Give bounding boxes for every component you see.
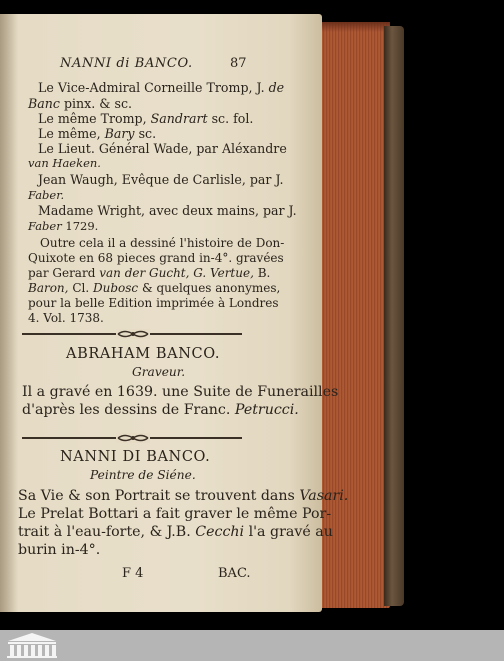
signature-mark: F 4 <box>122 566 144 581</box>
fleuron-ornament-icon <box>116 329 150 339</box>
paragraph-line: Quixote en 68 pieces grand in-4°. gravées <box>28 251 284 265</box>
entry-line: Le même, Bary sc. <box>38 126 157 141</box>
gutter-shadow <box>0 14 18 612</box>
library-building-logo-icon <box>6 632 58 659</box>
body-line: Sa Vie & son Portrait se trouvent dans Vasari. <box>18 488 349 504</box>
page-number: 87 <box>230 56 247 71</box>
running-title: NANNI di BANCO. <box>60 56 193 71</box>
fleuron-ornament-icon <box>116 433 150 443</box>
entry-line: van Haeken. <box>28 156 101 170</box>
entry-line: Jean Waugh, Evêque de Carlisle, par J. <box>38 172 284 187</box>
paragraph-line: Baron, Cl. Dubosc & quelques anonymes, <box>28 281 281 295</box>
entry-line: Banc pinx. & sc. <box>28 96 132 111</box>
body-line: Il a gravé en 1639. une Suite de Funerailles <box>22 384 339 400</box>
entry-line: Madame Wright, avec deux mains, par J. <box>38 203 297 218</box>
section-subheading: Graveur. <box>132 365 186 379</box>
entry-line: Faber. <box>28 188 65 202</box>
paragraph-line: Outre cela il a dessiné l'histoire de Don- <box>40 236 285 250</box>
catchword: BAC. <box>218 566 251 581</box>
book-edge-shadow <box>318 22 390 32</box>
paragraph-line: par Gerard van der Gucht, G. Vertue, B. <box>28 266 271 280</box>
book-cover-edge <box>384 26 404 606</box>
section-heading: ABRAHAM BANCO. <box>66 346 221 362</box>
body-line: trait à l'eau-forte, & J.B. Cecchi l'a gravé au <box>18 524 333 540</box>
entry-line: Faber 1729. <box>28 219 99 233</box>
entry-line: Le Lieut. Général Wade, par Aléxandre <box>38 141 287 156</box>
paragraph-line: pour la belle Edition imprimée à Londres <box>28 296 279 310</box>
section-subheading: Peintre de Siéne. <box>90 468 196 482</box>
entry-line: Le même Tromp, Sandrart sc. fol. <box>38 111 254 126</box>
paragraph-line: 4. Vol. 1738. <box>28 311 104 325</box>
viewer-footer-bar <box>0 630 504 661</box>
section-heading: NANNI DI BANCO. <box>60 449 211 465</box>
body-line: d'après les dessins de Franc. Petrucci. <box>22 402 299 418</box>
body-line: burin in-4°. <box>18 542 101 558</box>
entry-line: Le Vice-Admiral Corneille Tromp, J. de <box>38 80 285 95</box>
body-line: Le Prelat Bottari a fait graver le même Por- <box>18 506 332 522</box>
